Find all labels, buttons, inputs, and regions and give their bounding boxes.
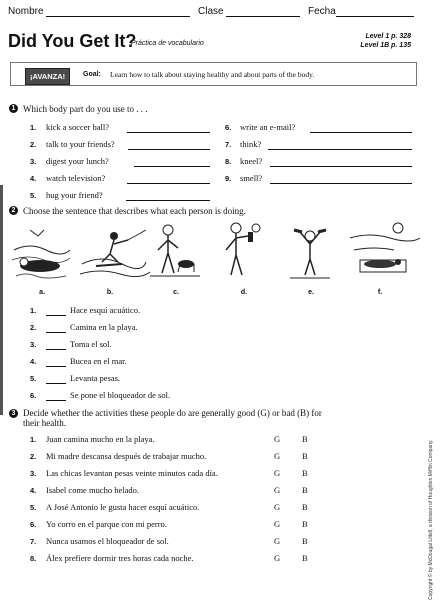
choice-b[interactable]: B [302, 485, 308, 495]
section3-bullet: 3 [9, 409, 18, 418]
section1-bullet: 1 [9, 104, 18, 113]
answer-line[interactable] [126, 200, 210, 201]
left-edge-bar [0, 185, 3, 415]
question-number: 1. [30, 123, 37, 132]
section2-bullet: 2 [9, 206, 18, 215]
clase-field[interactable] [226, 16, 300, 17]
answer-line[interactable] [268, 149, 412, 150]
clase-label: Clase [198, 6, 224, 17]
item-text: Toma el sol. [70, 339, 112, 349]
answer-line[interactable] [270, 166, 412, 167]
section3-instruction-line1: Decide whether the activities these people do are generally good (G) or bad (B) for [23, 408, 322, 418]
picture-label: e. [308, 289, 314, 296]
avanza-badge: ¡AVANZA! [25, 68, 70, 85]
answer-blank[interactable] [46, 315, 66, 316]
item-text: A José Antonio le gusta hacer esquí acuático. [46, 502, 200, 512]
choice-b[interactable]: B [302, 536, 308, 546]
section1-instruction: Which body part do you use to . . . [23, 104, 148, 114]
choice-g[interactable]: G [274, 553, 281, 563]
item-text: Juan camina mucho en la playa. [46, 434, 155, 444]
question-number: 5. [30, 191, 37, 200]
question-text: write an e-mail? [240, 122, 296, 132]
answer-blank[interactable] [46, 349, 66, 350]
copyright: Copyright © by McDougal Littell, a division of Houghton Mifflin Company. [428, 439, 434, 600]
item-number: 6. [30, 391, 37, 400]
item-number: 1. [30, 435, 37, 444]
choice-g[interactable]: G [274, 536, 281, 546]
choice-b[interactable]: B [302, 519, 308, 529]
answer-line[interactable] [310, 132, 412, 133]
item-number: 3. [30, 340, 37, 349]
item-number: 5. [30, 374, 37, 383]
page-title: Did You Get It? [8, 31, 137, 51]
question-text: watch television? [46, 173, 106, 183]
answer-blank[interactable] [46, 366, 66, 367]
picture-label: d. [240, 289, 248, 296]
fecha-label: Fecha [308, 6, 336, 17]
choice-b[interactable]: B [302, 434, 308, 444]
picture-strip [10, 220, 420, 286]
picture-c-walking [150, 225, 200, 276]
question-number: 6. [225, 123, 232, 132]
picture-f-sunbathing [350, 223, 420, 272]
item-number: 5. [30, 503, 37, 512]
level1b-label: Level 1B p. 135 [360, 42, 411, 49]
choice-g[interactable]: G [274, 485, 281, 495]
picture-d-sunscreen [226, 223, 260, 275]
item-number: 1. [30, 306, 37, 315]
item-text: Isabel come mucho helado. [46, 485, 139, 495]
picture-label: f. [377, 289, 383, 296]
nombre-label: Nombre [8, 6, 44, 17]
choice-g[interactable]: G [274, 468, 281, 478]
item-text: Se pone el bloqueador de sol. [70, 390, 171, 400]
question-text: smell? [240, 173, 263, 183]
item-text: Nunca usamos el bloqueador de sol. [46, 536, 169, 546]
answer-line[interactable] [127, 183, 210, 184]
item-text: Bucea en el mar. [70, 356, 127, 366]
item-number: 3. [30, 469, 37, 478]
item-number: 4. [30, 486, 37, 495]
choice-g[interactable]: G [274, 434, 281, 444]
item-text: Camina en la playa. [70, 322, 138, 332]
question-number: 3. [30, 157, 37, 166]
question-number: 8. [225, 157, 232, 166]
choice-b[interactable]: B [302, 468, 308, 478]
picture-label: c. [173, 289, 179, 296]
question-text: talk to your friends? [46, 139, 115, 149]
choice-g[interactable]: G [274, 451, 281, 461]
question-text: digest your lunch? [46, 156, 109, 166]
level1-label: Level 1 p. 328 [365, 33, 411, 40]
page-subtitle: Práctica de vocabulario [131, 40, 204, 47]
choice-g[interactable]: G [274, 502, 281, 512]
item-number: 6. [30, 520, 37, 529]
item-number: 8. [30, 554, 37, 563]
question-number: 7. [225, 140, 232, 149]
choice-g[interactable]: G [274, 519, 281, 529]
item-number: 2. [30, 323, 37, 332]
question-number: 4. [30, 174, 37, 183]
section2-instruction: Choose the sentence that describes what each person is doing. [23, 206, 246, 216]
picture-label: a. [39, 289, 45, 296]
item-text: Álex prefiere dormir tres horas cada noche. [46, 553, 194, 563]
answer-line[interactable] [127, 132, 210, 133]
question-number: 9. [225, 174, 232, 183]
answer-blank[interactable] [46, 332, 66, 333]
question-text: kneel? [240, 156, 263, 166]
question-text: kick a soccer ball? [46, 122, 110, 132]
item-text: Mi madre descansa después de trabajar mucho. [46, 451, 207, 461]
answer-line[interactable] [134, 166, 210, 167]
answer-line[interactable] [128, 149, 210, 150]
question-text: hug your friend? [46, 190, 103, 200]
item-number: 7. [30, 537, 37, 546]
item-text: Yo corro en el parque con mi perro. [46, 519, 167, 529]
goal-text: Learn how to talk about staying healthy and about parts of the body. [110, 70, 315, 79]
question-number: 2. [30, 140, 37, 149]
item-text: Las chicas levantan pesas veinte minutos cada día. [46, 468, 218, 478]
answer-blank[interactable] [46, 383, 66, 384]
picture-e-weights [290, 230, 330, 278]
nombre-field[interactable] [46, 16, 190, 17]
item-number: 4. [30, 357, 37, 366]
answer-line[interactable] [270, 183, 412, 184]
item-number: 2. [30, 452, 37, 461]
choice-b[interactable]: B [302, 553, 308, 563]
picture-a-diving [12, 230, 70, 278]
item-text: Hace esquí acuático. [70, 305, 141, 315]
item-text: Levanta pesas. [70, 373, 121, 383]
picture-label: b. [106, 289, 114, 296]
answer-blank[interactable] [46, 400, 66, 401]
choice-b[interactable]: B [302, 502, 308, 512]
choice-b[interactable]: B [302, 451, 308, 461]
section3-instruction-line2: their health. [23, 418, 66, 428]
question-text: think? [240, 139, 262, 149]
goal-label: Goal: [83, 71, 101, 78]
fecha-field[interactable] [336, 16, 414, 17]
picture-b-waterski [80, 230, 150, 277]
